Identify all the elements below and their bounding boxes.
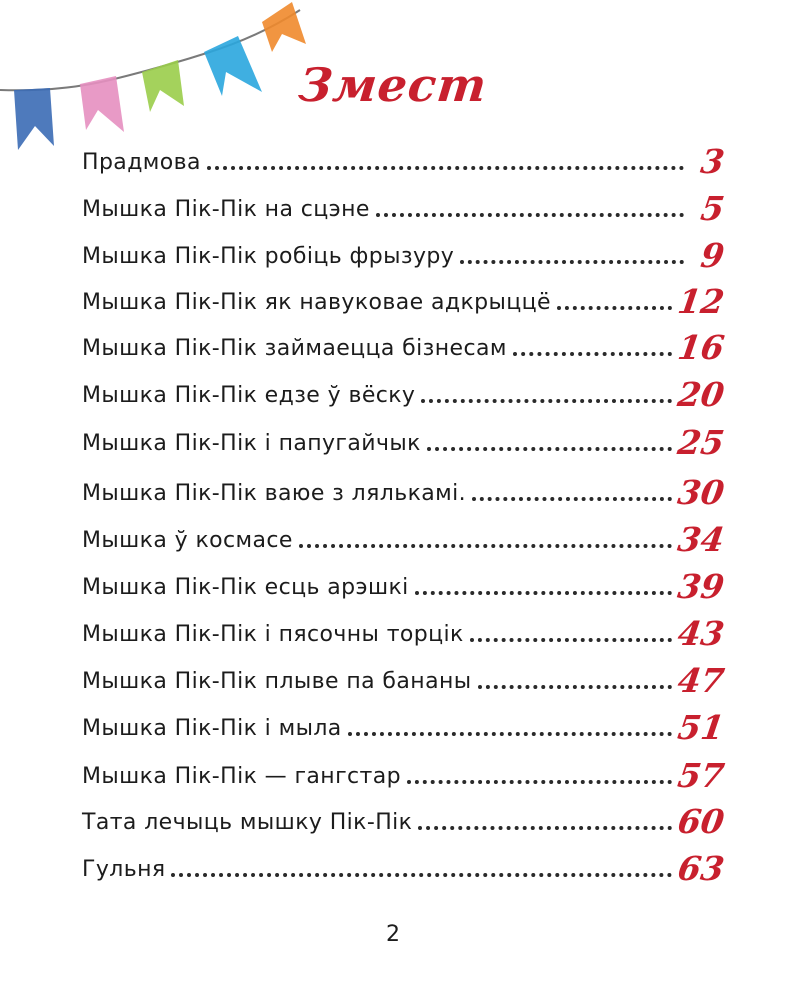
dot-leader	[376, 213, 684, 217]
dot-leader	[348, 732, 672, 736]
dot-leader	[557, 306, 672, 310]
toc-entry	[82, 567, 727, 607]
toc-entry-title: Тата лечыць мышку Пік-Пік	[82, 810, 413, 835]
toc-entry-page: 60	[675, 802, 727, 841]
dot-leader	[470, 638, 672, 642]
toc-entry-title: Прадмова	[82, 150, 201, 175]
toc-entry-title: Мышка Пік-Пік і пясочны торцік	[82, 622, 464, 647]
dot-leader	[472, 497, 672, 501]
toc-entry	[82, 849, 727, 889]
toc-entry-page: 47	[675, 661, 727, 700]
toc-entry-page: 63	[675, 849, 727, 888]
toc-entry	[82, 375, 727, 415]
toc-entry	[82, 802, 727, 842]
toc-entry-title: Мышка Пік-Пік — гангстар	[82, 764, 401, 789]
toc-entry	[82, 423, 727, 463]
toc-entry-page: 16	[675, 328, 727, 367]
toc-entry-page: 25	[675, 423, 727, 462]
toc-entry-page: 39	[675, 567, 727, 606]
dot-leader	[171, 873, 672, 877]
toc-entry-title: Мышка Пік-Пік займаецца бізнесам	[82, 336, 507, 361]
toc-entry-title: Мышка Пік-Пік і папугайчык	[82, 431, 421, 456]
toc-entry-page: 5	[698, 189, 727, 228]
toc-entry-page: 34	[675, 520, 727, 559]
toc-entry	[82, 520, 727, 560]
page-title: Змест	[296, 58, 490, 112]
toc-entry	[82, 282, 727, 322]
toc-entry-page: 3	[698, 142, 727, 181]
dot-leader	[513, 352, 672, 356]
dot-leader	[299, 544, 672, 548]
toc-entry-title: Мышка Пік-Пік ваюе з лялькамі.	[82, 481, 467, 506]
toc-entry-title: Мышка Пік-Пік плыве па бананы	[82, 669, 472, 694]
toc-entry	[82, 756, 727, 796]
toc-entry-page: 9	[698, 236, 727, 275]
dot-leader	[207, 166, 684, 170]
toc-entry	[82, 614, 727, 654]
toc-entry-title: Гульня	[82, 857, 166, 882]
toc-entry	[82, 708, 727, 748]
dot-leader	[460, 260, 684, 264]
toc-entry	[82, 142, 727, 182]
toc-entry-title: Мышка Пік-Пік робіць фрызуру	[82, 244, 455, 269]
toc-entry-title: Мышка Пік-Пік як навуковае адкрыццё	[82, 290, 551, 315]
dot-leader	[427, 447, 672, 451]
dot-leader	[415, 591, 672, 595]
toc-entry-page: 12	[675, 282, 727, 321]
page-number: 2	[386, 922, 400, 947]
toc-entry-page: 43	[675, 614, 727, 653]
toc-entry	[82, 328, 727, 368]
toc-entry-page: 20	[675, 375, 727, 414]
toc-entry-title: Мышка Пік-Пік есць арэшкі	[82, 575, 409, 600]
toc-entry-title: Мышка Пік-Пік едзе ў вёску	[82, 383, 416, 408]
toc-entry	[82, 189, 727, 229]
toc-entry	[82, 473, 727, 513]
toc-entry-page: 51	[675, 708, 727, 747]
toc-entry	[82, 236, 727, 276]
toc-entry-title: Мышка Пік-Пік на сцэне	[82, 197, 370, 222]
dot-leader	[421, 399, 672, 403]
toc-entry-page: 57	[675, 756, 727, 795]
toc-entry-page: 30	[675, 473, 727, 512]
dot-leader	[478, 685, 673, 689]
toc-entry	[82, 661, 727, 701]
dot-leader	[418, 826, 672, 830]
dot-leader	[407, 780, 672, 784]
toc-entry-title: Мышка ў космасе	[82, 528, 293, 553]
toc-entry-title: Мышка Пік-Пік і мыла	[82, 716, 342, 741]
